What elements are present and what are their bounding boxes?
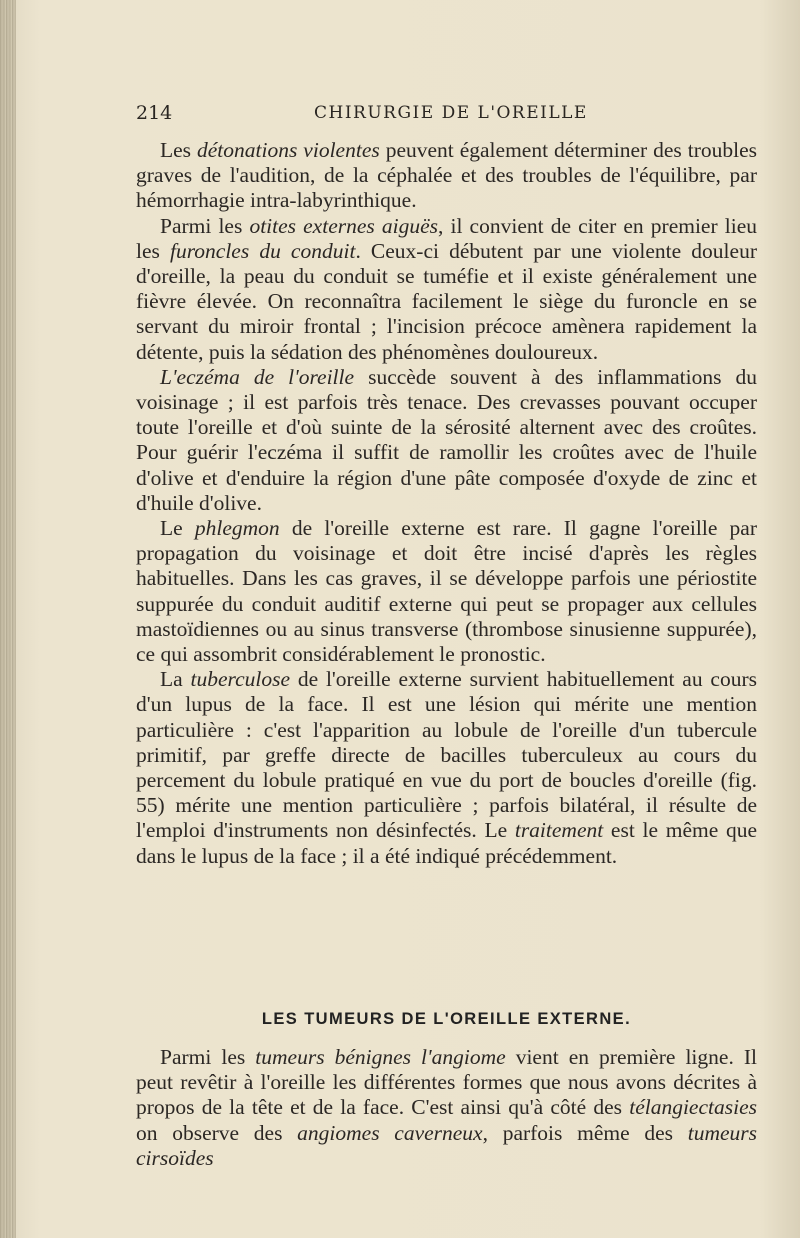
text-run: Les xyxy=(160,138,198,162)
text-run: on observe des xyxy=(136,1120,298,1145)
text-run: La xyxy=(160,667,191,692)
text-run: , il convient de citer en premier lieu les xyxy=(136,213,757,263)
text-run: de l'oreille externe est rare. Il gagne l'oreille par propagation du voisinage et doit être incisé d'après les règles habituelles. Dans les cas graves, il se développe parfois une périostite suppurée du conduit auditif externe qui peut se propager aux cellules mastoïdiennes ou au sinus transverse (thrombose sinusienne suppurée), ce qui assombrit considérablement le pronostic. xyxy=(136,516,757,667)
italic-run: otites externes aiguës xyxy=(249,213,439,238)
paragraph-tumeurs xyxy=(136,1045,757,1171)
italic-run: phlegmon xyxy=(194,516,280,541)
section-heading: LES TUMEURS DE L'OREILLE EXTERNE. xyxy=(261,1010,632,1028)
text-run: . Ceux-ci débutent par une violente douleur d'oreille, la peau du conduit se tuméfie et il existe généralement une fièvre élevée. On reconnaîtra facilement le siège du furoncle en se servant du miroir frontal ; l'incision précoce amènera rapidement la détente, puis la sédation des phénomènes douloureux. xyxy=(136,238,757,364)
body-text xyxy=(136,138,757,869)
text-run: succède souvent à des inflammations du voisinage ; il est parfois très tenace. Des crevasses pouvant occuper toute l'oreille et d'où suinte de la sérosité alternent avec des croûtes. Pour guérir l'eczéma il suffit de ramollir les croûtes avec de l'huile d'olive et d'enduire la région d'une pâte composée d'oxyde de zinc et d'huile d'olive. xyxy=(136,364,757,515)
running-title: CHIRURGIE DE L'OREILLE xyxy=(314,103,588,123)
italic-run: tuberculose xyxy=(190,667,291,692)
italic-run: angiomes caverneux xyxy=(297,1120,483,1145)
italic-run: tumeurs cirsoïdes xyxy=(136,1120,757,1170)
text-run: est le même que dans le lupus de la face ; il a été indiqué précédemment. xyxy=(136,818,757,868)
text-run: Le xyxy=(160,516,195,541)
italic-run: furoncles du conduit xyxy=(170,238,356,263)
paragraph-eczema xyxy=(136,365,757,516)
italic-run: L'eczéma de l'oreille xyxy=(160,364,355,389)
text-run: Parmi les xyxy=(160,213,250,238)
text-run: Parmi les xyxy=(160,1045,256,1069)
page-number: 214 xyxy=(136,102,173,124)
text-run: , parfois même des xyxy=(482,1120,688,1145)
paragraph-tuberculose xyxy=(136,667,757,869)
page-binding-edge xyxy=(0,0,16,1238)
paragraph-phlegmon xyxy=(136,516,757,667)
italic-run: détonations violentes xyxy=(197,138,380,162)
text-run: de l'oreille externe survient habituellement au cours d'un lupus de la face. Il est une lésion qui mérite une mention particulière : c'est l'apparition au lobule de l'oreille d'un tubercule primitif, par greffe directe de bacilles tuberculeux au cours du percement du lobule pratiqué en vue du port de boucles d'oreille (fig. 55) mérite une mention particulière ; parfois bilatéral, il résulte de l'emploi d'instruments non désinfectés. Le xyxy=(136,667,757,843)
italic-run: traitement xyxy=(514,818,604,843)
italic-run: télangiectasies xyxy=(629,1095,757,1120)
section-body-text xyxy=(136,1045,757,1171)
italic-run: tumeurs bénignes l'angiome xyxy=(255,1045,506,1069)
page-header xyxy=(136,98,736,128)
text-run: vient en première ligne. Il peut revêtir à l'oreille les différentes formes que nous avons décrites à propos de la tête et de la face. C'est ainsi qu'à côté des xyxy=(136,1045,757,1120)
paragraph-otites xyxy=(136,214,757,365)
paragraph-detonations xyxy=(136,138,757,214)
text-run: peuvent également déterminer des troubles graves de l'audition, de la céphalée et des troubles de l'équilibre, par hémorrhagie intra-labyrinthique. xyxy=(136,138,757,213)
